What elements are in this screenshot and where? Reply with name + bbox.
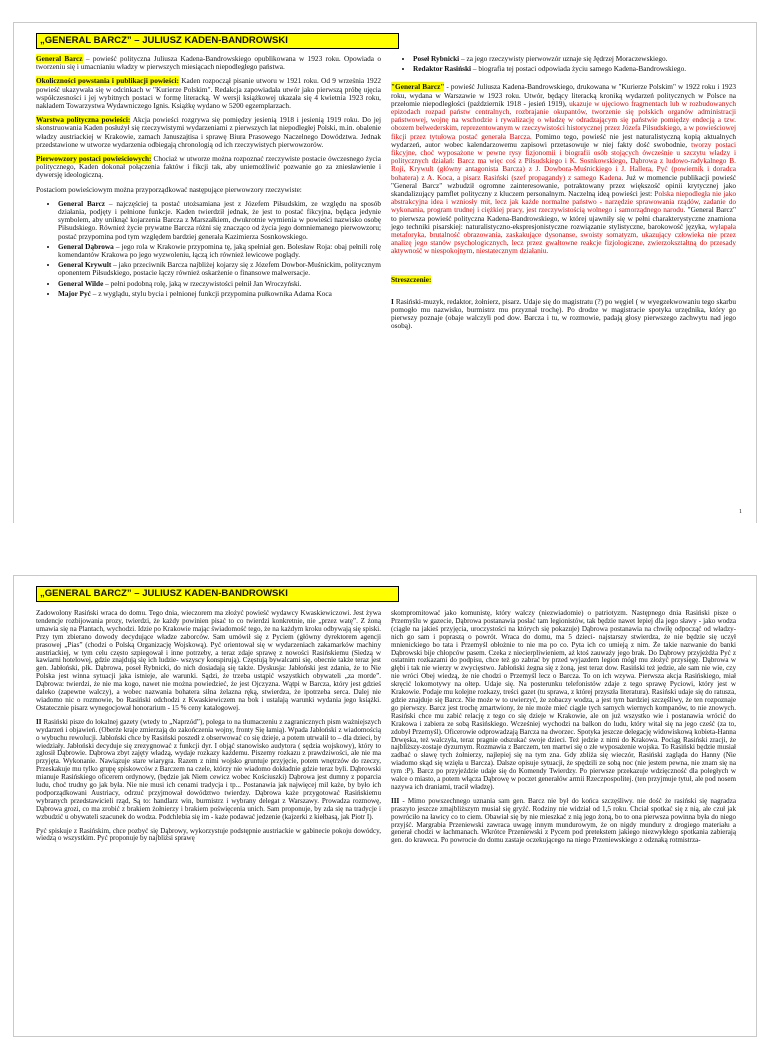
okolicznosci-paragraph (36, 77, 381, 110)
intro-paragraph (36, 55, 381, 71)
page-gap (0, 523, 768, 575)
general-barcz-paragraph: "General Barcz" - powieść Juliusza Kadena-Bandrowskiego, drukowana w "Kurierze Polskim" w 1922 roku i 1923 roku, wydana w Warszawie w 1923 roku. Utwór, będący literacką kroniką wydarzeń politycznych w Polsce na przełomie niepodległości (październik 1918 - jesień 1919), ukazuje w ujęciowo fragmentach lub w rozbudowanych epizodach rozpad państw centralnych, rozbrajanie okupantów, tworzenie się polskich organów administracji państwowej, wojnę na wschodzie i rywalizację o władzę w odradzającym się państwie pomiędzy endecją a tzw. obozem belwederskim, reprezentowanym w rzeczywistości historycznej przez Józefa Piłsudskiego, a w powieściowej fikcji przez tytułowa postać generała Barcza. Pomimo tego, powieść nie jest naturalistyczną kopią aktualnych wydarzeń, autor wobec kalendarzowemu zapisowi przetasowuje w niej fakty dość swobodnie, tworzy postaci fikcyjne, choć wyposażone w pewne rysy fizjonomii i biografii osób stojących ówcześnie u szczytu władzy i politycznych działań: Barcz ma więc coś z Piłsudskiego i K. Sosnkowskiego, Dąbrowa z ludowo-radykalnego B. Roji, Krywult (główny antagonista Barcza) z J. Dowbora-Muśnickiego i J. Hallera, Pyć (powiernik i doradca bohatera) z A. Koca, a pisarz Rasiński (szef propagandy) z samego Kadena. Już w momencie publikacji powieść "General Barcz" wzbudził ogromne zainteresowanie, potraktowany przez większość opinii krytycznej jako skandalizujący pamflet polityczny z kluczem personalnym. Naczelną ideą powieści jest: Polska niepodległa nie jako abstrakcyjna idea i wzniosły mit, lecz jak każde normalne państwo - narzędzie sprawowania rządów, zadanie do wykonania, program trudnej i ciężkiej pracy, jest rzeczywistością wolnego i samorządnego narodu. "General Barcz" to pierwsza powieść polityczna Kadena-Bandrowskiego, w której ujawniły się w pełni charakterystyczne znamiona jego techniki pisarskiej: naturalistyczno-ekspresjonistyczne rozwiązanie stylistyczne, barokowość języka, wyłapała metaforyka, brutalność obrazowania, zaskakujące dysonanse, swoisty somatyzm, ukazujący człowieka nie przez analizę jego stanów psychologicznych, lecz przez gwałtowne reakcje fizjologiczne, zwierzokształtną do przesady aktywność w niespokojnym, niestatecznym działaniu. (391, 82, 737, 256)
summary-paragraph: skompromitować jako komunistę, który walczy (niezwiadomie) o patriotyzm. Następnego dnia Rasiński pisze o Przemyślu w gazecie, Dąbrowa postanawia posłać tam legionistów, tak będzie nawet lepiej dla jego sławy - jako wodza (ciągle na jakieś przyjęcia, uroczystości na których się pokazuje) Dąbrowa postanawia na chwilę odpocząć od władzy- nich go sam i popraszą o powrót. Wraca do domu, ma 5 dzieci- najstarszy stwierdza, że nie będzie się uczył mnienickiego bo tata i Przemyśl obłożnie to nie ma po co. Pyta ich co umieją z nim. Że takie nazwanie do banki Dąbrowski bije chłopców pasem. Czeka z niecierpliwieniem, aż ktoś zauważy jego brak. Do Dąbrowy przyjeżdża Pyć z ostatnim rozkazami do podpisu, chce też go zabrać by przed wyjazdem legion mógł mu złożyć przysięgę. Dąbrowa w głębi i tak nie wierzy w zwycięstwo. Jabłoński żegna się z żoną, jest teraz dow. Rasiński też jedzie, ale sam nie wie, czy nie wróci Obej wiedzą, że nie chodzi o Przemyśl lecz o Barcza. To on ich wzywa. Pierwsza akcja Rasińskiego, miał skręcić lokomotywy na ołtep. Udaje się. Na posterunku telefonistów zdaje z tego sprawę Pyciowi, który jest w Krakowie. Podaje mu kolejne rozkazy, treści gazet (tu sprawa, z której przyszła literatura). Rasiński udaje się do ratusza, gdzie znajduje się Barcz. Nie może w to uwierzyć, że zobaczy wodza, a jest tym bardziej szczęśliwy, że ten rozpoznaje go pierwszy. Barcz jest trochę zmartwiony, że nie może mieć ciągle tych samych wiernych kompanów, to nie znowych. Rasiński chce mu zabić relację z tego co się dzieje w Krakowie, ale on już wszystko wie i postanawia wrócić do Krakowa i zabiera ze sobą Rasińskiego. Wcześniej wychodzi na balkon do ludu, który witał się na jego cześć (za to, zdobył Przemyśl). Oficerowie odprowadzają Barcza na dworzec. Spotyka jeszcze delegację widowiskową kobieta-Hanna Drwęska, też walczyła, teraz pragnie odszukać swoje dzieci. Też jedzie z nimi do Krakowa. Pociąg Rasiński zracji, że najbliższy-zostaje dyzurnym. Rozmawia z Barczem, ten martwi się o złe wyposażenie wojska. To Rasiński będzie musiał zadbać o sławę tych żołnierzy, najlepiej się na tym zna. Gdy zbliża się wieczór, Rasiński zagląda do Hanny (Nie wiadomo skąd się wzięła u Barcza). Dalsze opisuje sytuacji, że spędzili ze sobą noc (nie jestem pewna, nie znam się na tym :P). Barcz po przyjeździe udaje się do Komendy Twierdzy. Po pierwsze przekazuje wdzięczność dla poległych w walce o miasto, a potem włącza Dąbrowę w poczet generałów armii Rzeczpospolitej. (ten przyjmuje tytuł, ale pod nosem nazywa ich draniami, tracił władzę). (391, 609, 736, 791)
characters-list-continued (391, 55, 736, 73)
warstwa-paragraph (36, 116, 381, 149)
highlight-general-barcz: "General Barcz" (391, 82, 445, 92)
right-column (391, 610, 736, 851)
highlight-okolicznosci: Okoliczności powstania i publikacji powieści: (36, 76, 179, 86)
page-header: „GENERAL BARCZ” – JULIUSZ KADEN-BANDROWSKI (36, 33, 399, 49)
list-item: • Major Pyć – z wyglądu, stylu bycia i pełnionej funkcji przypomina pułkownika Adama Koca (58, 290, 381, 298)
page-header: „GENERAL BARCZ” – JULIUSZ KADEN-BANDROWSKI (36, 586, 399, 602)
summary-part-2: II Rasiński pisze do lokalnej gazety (wtedy to „Naprzód”), polega to na tłumaczeniu z zagranicznych pism ważniejszych wydarzeń i objawień. (Oberże kraje zmierzają do zakończenia wojny, fronty Się łamią). Wpada Jabłoński z wiadomością o wybuchu rewolucji. Jabłoński chce by Rasiński poszedł z obserwować co się dzieje, a potem utrwalił to – dla dzieci, by wiedziały. Jabłoński decyduje się zrezygnować z funkcji dyr. I objąć stanowisko audytora ( sędzia wojskowy), który to zgłosił Dąbrowie. Dąbrowa zbyt zajęty władzą, wydaje rozkazy każdemu. Piszemy rozkazu z prawdziwości, ale nie ma przyjęta. Wykonanie. Nawiązuje stare wiarygra. Razem z nimi wojsko gruntuje przyjęcie, potem wnętrzów do rzeczy, Przeskakuje mu tylko grupę spiskowców z Barczem na czele, którzy nie wiadomo dokładnie gdzie teraz byli. Dąbrowski mianuje Rasińskiego oficerem ordynowy, (będzie jak Niem cewicz wobec Kościuszki) Dąbrowa jest dumny z poparcia ludu, choć trudny go jak była. Nie nie musi ich cenami tradycja i tp... Postanawia jak najwięcej mil każe, by było ich podporządkowani Austriacy, odrzuć przyjmował dowództwo twierdzy. Dąbrowa każe przygotować Rasińskiemu wybranych przedstawicieli rząd, Są to: handlarz win, burmistrz i wybrany delegat z Warszawy. Prowadza rozmowę, Dąbrowa grozi, co ma zrobić z brakiem żołnierzy i brakiem poświęcenia unich. Sam proponuje, by zda się na tradycje i wzbudzić u obywateli szacunek do wodza. Podchlebia się im - każe podawać jedzenie (kajzerki z kiełbasą, jak Piotr I). (36, 717, 381, 821)
streszczenie-heading: Streszczenie: (391, 274, 432, 284)
red-text: Polska niepodległa nie jako abstrakcyjna idea i wzniosły mit, lecz jak każde normalne państwo - narzędzie sprawowania rządów, zadanie do wykonania, program trudnej i ciężkiej pracy, jest rzeczywistością wolnego i samorządnego narodu. (391, 189, 736, 215)
pierwowzory-text: Chociaż w utworze można rozpoznać rzeczywiste postacie ówczesnego życia politycznego, Kaden dokonał połączenia faktów i fikcji tak, aby uniemożliwić pozwanie go za zniesławienie i dywersję ideologiczną. (36, 154, 381, 180)
page-number: 1 (739, 509, 742, 515)
summary-part-1: I Rasiński-muzyk, redaktor, żołnierz, pisarz. Udaje się do magistratu (?) po węgiel ( w wyegzekwowaniu tego skarbu pomogło mu nazwisko, burmistrz mu przyznał trochę). Po drodze w magistracie spotyka urzędnika, który go pierwszy poznaje (obaje walczyli pod dow. Barcza i tu, w rozmowie, padają głosy pierwszego zachwytu nad jego osobą). (391, 296, 736, 331)
red-text: tworzy postaci fikcyjne, choć wyposażone w pewne rysy fizjonomii i biografii osób stojących ówcześnie u szczytu władzy i politycznych działań: Barcz ma więc coś z Piłsudskiego i K. Sosnkowskiego, Dąbrowa z ludowo-radykalnego B. Roji, Krywult (główny antagonista Barcza) z J. Dowbora-Muśnickiego i J. Hallera, Pyć (powiernik i doradca bohatera) z A. Koca, a pisarz Rasiński (szef propagandy) z samego Kadena. (391, 139, 736, 182)
streszczenie-heading-wrap (391, 276, 736, 284)
list-item: • Redaktor Rasiński – biografia tej postaci odpowiada życiu samego Kadena-Bandrowskiego. (413, 65, 736, 73)
list-item: • General Wilde – pełni podobną rolę, jaką w rzeczywistości pełnił Jan Wroczyński. (58, 280, 381, 288)
intro-text: – powieść polityczna Juliusza Kadena-Bandrowskiego opublikowana w 1923 roku. Opowiada o tworzeniu się i umacnianiu władzy w pierwszych miesiącach niepodległego państwa. (36, 54, 381, 72)
document-page-1 (13, 22, 757, 524)
highlight-title: General Barcz (36, 54, 83, 63)
list-item: • General Dąbrowa – jego rola w Krakowie przypomina tę, jaką spełniał gen. Bolesław Roja: obaj pełnili rolę komendantów Krakowa po jego wyzwoleniu, łączą ich również lewicowe poglądy. (58, 243, 381, 259)
highlight-warstwa: Warstwa polityczna powieści: (36, 115, 131, 125)
warstwa-text: Akcja powieści rozgrywa się pomiędzy jesienią 1918 i jesienią 1919 roku. Do jej skonstruowania Kaden posłużył się rzeczywistymi wydarzeniami z pierwszych lat niepodległej Polski, m.in. obalenie władzy austriackiej w Krakowie, zamach Januszajtisa i sprawę Biura Prasowego Naczelnego Dowództwa. Jednak przedstawione w utworze wydarzenia odbiegają chronologią od ich rzeczywistych pierwowzorów. (36, 115, 381, 149)
red-text: ukazuje w ujęciowo fragmentach lub w rozbudowanych epizodach rozpad państw centralnych, rozbrajanie okupantów, tworzenie się polskich organów administracji państwowej, wojnę na wschodzie i rywalizację o władzę w odradzającym się państwie pomiędzy endecją a tzw. obozem belwederskim, reprezentowanym w rzeczywistości historycznej przez Józefa Piłsudskiego, a w powieściowej fikcji przez tytułowa postać generała Barcza. (391, 98, 737, 141)
list-item: • Poseł Rybnicki – za jego rzeczywisty pierwowzór uznaje się Jędrzej Moraczewskiego. (413, 55, 736, 63)
characters-list (36, 200, 381, 298)
left-column (36, 610, 381, 849)
okolicznosci-text: Kaden rozpoczął pisanie utworu w 1921 roku. Od 9 września 1922 powieść ukazywała się w odcinkach w "Kurierze Polskim". Redakcja zapowiadała utwór jako pierwszą próbę ujęcia współczesności i jej wybitnych postaci w formę literacką. W wersji książkowej ukazała się 4 kwietnia 1923 roku, nakładem Towarzystwa Wydawniczego Ignis. Książkę wydano w 5200 egzemplarzach. (36, 76, 382, 111)
postaciom-paragraph: Postaciom powieściowym można przyporządkować następujące pierwowzory rzeczywiste: (36, 184, 302, 194)
highlight-pierwowzory: Pierwowzory postaci powieściowych: (36, 154, 152, 164)
pierwowzory-paragraph (36, 155, 381, 180)
document-page-2 (13, 575, 757, 1037)
right-column (391, 55, 736, 337)
list-item: • General Barcz – najczęściej ta postać utożsamiana jest z Józefem Piłsudskim, ze względu na sposób działania, podjęty i pełnione funkcje. Kaden twierdził jednak, że jest to postać fikcyjna, będąca jedynie symbolem, aby uniknąć kojarzenia Barcza z Marszałkiem, dwukrotnie wymienia w powieści nazwisko osobę Piłsudskiego. Również życie prywatne Barcza różni się znacząco od życia jego domniemanego pierwowzoru; postać przypomina pod tym względem bardziej generała Kazimierza Sosnkowskiego. (58, 200, 381, 241)
left-column (36, 55, 381, 304)
red-text: wyłapała metaforyka, brutalność obrazowania, zaskakujące dysonanse, swoisty somatyzm, ukazujący człowieka nie przez analizę jego stanów psychologicznych, lecz przez gwałtowne reakcje fizjologiczne, zwierzokształtną do przesady aktywność w niespokojnym, niestatecznym działaniu. (391, 221, 736, 256)
summary-part-3: III - Mimo powszechnego uznania sam gen. Barcz nie był do końca szczęśliwy. nie dość że rasiński się nagradza praszyto jeszcze zmajbliższym musiał się gryźć. Rodziny nie widział od 1,5 roku. Chciał spotkać się z nią, ale czuł jak powróciło na ławicy co to ciem. Obawiał się by nie mieszkać z nią jego żoną, bo to ona pierwsza powinna była do niego przyjść. Margrabia Przeniewski zawraca uwagę innym mundurowym, że on nigdy mundury z drogiego materiału a generał chodzi w łachmanach. Wkrótce Przeniewski z Pycem pod pretekstem jakiego niezwykłego spotkania zabierają gen. do kraweca. Po powrocie do domu zastaje oczekującego na niego Przeniewskiego z odznaką rotmistrza- (391, 796, 736, 845)
list-item: • General Krywult – jako przeciwnik Barcza najbliżej kojarzy się z Józefem Dowbor-Muśnickim, politycznym oponentem Piłsudskiego, postacie łączy również oskarżenie o finansowe malwersacje. (58, 261, 381, 277)
summary-paragraph: Pyć spiskuje z Rasińskim, chce pozbyć się Dąbrowy, wykorzystuje podstępnie austriackie w gabinecie pokoju dowódcy, wiedzą o wszystkim. Pyć proponuje by najbliżsi sprawę (36, 826, 381, 843)
summary-paragraph: Zadowolony Rasiński wraca do domu. Tego dnia, wieczorem ma złożyć powieść wydawcy Kwaskiewiczowi. Jest żywa tendencje rozbijowania prozy, twierdzi, że każdy powinien pisać to co twierdzi konkretnie, nie „przez watę”. Z żoną umawia się na Plantach, wychodzi. Idzie po Krakowie mając świadomość tego, że na każdym kroku odbywają się spiski. Przy tym zbierano dowody decydujące władze zaborców. Sam umówił się z Pyciem (główny dyrektorem agencji prasowej „Pias” (chodzi o Polską Organizację Wojskową). Pyć orientował się w wydarzeniach zakamarków machiny austriackiej, w tym celu często szpiegował i inne potrzeby, a teraz zdaje sprawę z nowości Rasińskiemu (Siedzą w kawiarni hotelowej, gdzie znajdują się ich ludzie- wszyscy konspirują). Częstują bywalcami się, obecnie także teraz jest gen. Jabłoński, płk. Dąbrowa, poseł Rybnicki, do nich dosiadają się także. Dyskusja: Jabłoński jest zdania, że to Nie Polska jest winna sytuacji jaka istnieje, ale warunki. Sądzi, że trzeba ustąpić wszystkich obywateli „za morde”. Dąbrowa: twierdzi, że nie ma kogo, nawet nie można powiedzieć, że jest Ojczyzna. Wątpi w Barcza, który jest gdzieś daleko (zapewne walczy), a wobec nazwania bohatera siłna żelazna ręką, stwierdza, że ipotrzeba serca. Dalej nie wiadomo nic o rozmowie, bo Rasiński odchodzi z Kwaskiewiczem na bok i ustalają warunki wydania jego książki. Ostatecznie pisarz wynegocjował honorarium - 15 % ceny katalogowej. (36, 609, 381, 712)
